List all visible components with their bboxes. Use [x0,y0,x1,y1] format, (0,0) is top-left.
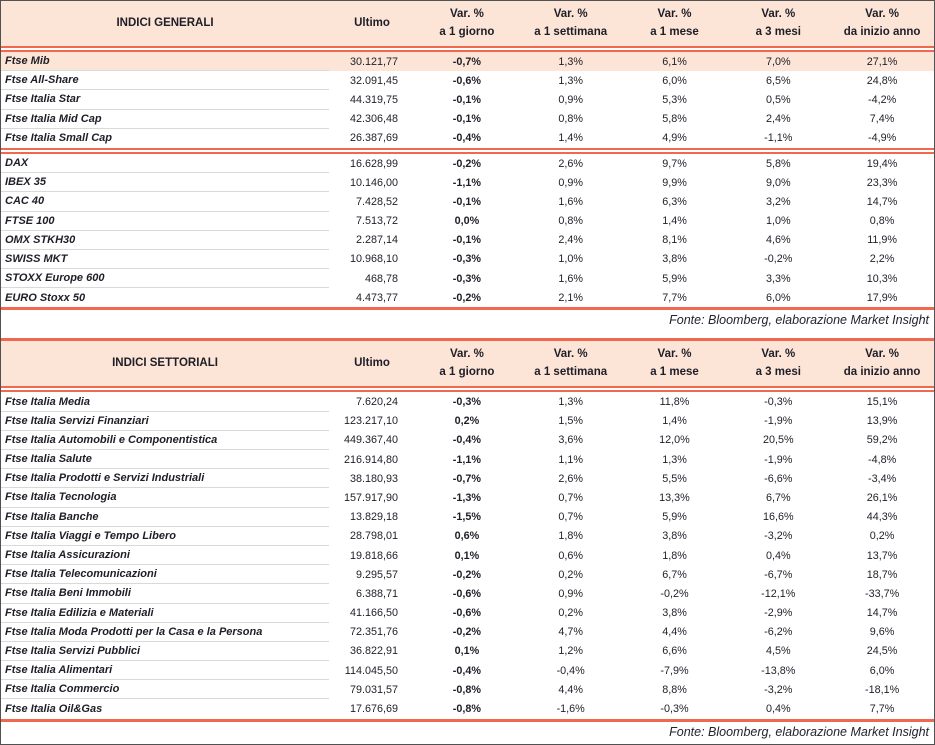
table-row [1,699,934,718]
var-pct-2: -0,3% [660,703,689,716]
source-note-indici-settoriali: Fonte: Bloomberg, elaborazione Market Insight [669,724,929,739]
var-pct-2: 9,9% [662,176,687,189]
var-pct-0: 0,2% [454,415,480,428]
index-name: IBEX 35 [1,173,329,192]
group-separator-rule [1,148,934,154]
var-pct-2: 5,3% [662,93,687,106]
column-header-line1: Var. % [553,348,588,361]
var-pct-2: 12,0% [659,434,690,447]
index-name: Ftse Italia Viaggi e Tempo Libero [1,527,329,546]
index-name: STOXX Europe 600 [1,269,329,288]
column-header-line2: a 1 mese [650,365,699,378]
column-header-var-3 [726,1,830,46]
var-pct-3: 16,6% [762,511,794,524]
var-pct-4: 10,3% [866,272,898,285]
var-pct-0: -0,8% [452,683,481,696]
var-pct-3: 6,0% [765,291,791,304]
index-name: Ftse Italia Mid Cap [1,110,329,129]
header-separator-rule [1,46,934,52]
table-row [1,604,934,623]
index-name: Ftse Italia Moda Prodotti per la Casa e la Persona [1,623,329,642]
var-pct-3: -0,3% [764,396,793,409]
var-pct-3: -12,1% [761,587,796,600]
column-header-line1: Var. % [761,7,796,20]
last-value: 36.822,91 [349,645,398,658]
var-pct-0: -0,6% [452,607,481,620]
var-pct-2: 6,1% [662,55,687,68]
table-row [1,90,934,109]
column-header-line2: a 3 mesi [755,25,801,38]
column-header-line1: Var. % [657,348,692,361]
var-pct-3: 3,3% [765,272,791,285]
var-pct-0: -0,1% [452,195,481,208]
var-pct-2: 5,9% [662,511,687,524]
var-pct-1: 0,2% [558,607,583,620]
last-value: 41.166,50 [349,607,398,620]
var-pct-0: -1,1% [452,176,481,189]
table-row [1,110,934,129]
var-pct-3: 0,4% [765,549,791,562]
var-pct-1: 0,6% [558,549,583,562]
var-pct-4: 0,8% [869,215,895,228]
table-row [1,412,934,431]
column-header-var-0 [415,341,519,386]
index-name: FTSE 100 [1,212,329,231]
var-pct-1: 1,6% [558,272,583,285]
var-pct-3: -3,2% [764,530,793,543]
var-pct-3: -6,2% [764,626,793,639]
var-pct-0: -0,3% [452,396,481,409]
var-pct-4: -18,1% [864,683,900,696]
var-pct-4: -33,7% [864,587,900,600]
var-pct-4: 24,8% [866,74,898,87]
index-name: Ftse Italia Commercio [1,680,329,699]
last-value: 30.121,77 [349,55,398,68]
index-name: Ftse Italia Beni Immobili [1,584,329,603]
var-pct-0: 0,1% [454,645,480,658]
table-row [1,642,934,661]
var-pct-3: 6,5% [765,74,791,87]
column-header-var-1 [519,341,623,386]
var-pct-3: 2,4% [765,113,791,126]
var-pct-2: 1,8% [662,549,687,562]
index-name: EURO Stoxx 50 [5,291,86,304]
column-header-var-1 [519,1,623,46]
var-pct-1: 3,6% [558,434,583,447]
var-pct-2: 4,4% [662,626,687,639]
var-pct-4: 24,5% [866,645,898,658]
var-pct-2: 1,4% [662,215,687,228]
column-header-var-2 [623,1,727,46]
var-pct-2: 13,3% [659,491,690,504]
index-name: OMX STKH30 [1,231,329,250]
var-pct-3: 1,0% [765,215,791,228]
var-pct-3: 4,5% [765,645,791,658]
var-pct-3: -0,2% [764,253,793,266]
column-header-line2: da inizio anno [843,365,921,378]
table-row [1,565,934,584]
var-pct-0: -0,3% [452,272,481,285]
var-pct-0: -0,6% [452,74,481,87]
var-pct-1: 1,8% [558,530,583,543]
var-pct-0: -0,8% [452,703,481,716]
var-pct-0: -0,1% [452,113,481,126]
var-pct-1: 4,7% [558,626,583,639]
last-value: 16.628,99 [349,157,398,170]
header-separator-rule [1,386,934,392]
index-name: Ftse Italia Prodotti e Servizi Industriali [1,469,329,488]
index-name: Ftse Italia Media [1,392,329,411]
var-pct-4: 14,7% [866,195,898,208]
var-pct-3: -6,7% [764,568,793,581]
table-row [1,52,934,71]
var-pct-3: -13,8% [761,664,796,677]
table-row [1,129,934,148]
var-pct-2: 8,1% [662,234,687,247]
table-indici-generali [1,1,934,310]
index-name: Ftse Italia Star [1,90,329,109]
last-value: 157.917,90 [343,491,398,504]
var-pct-4: 18,7% [866,568,898,581]
column-header-var-4 [830,1,934,46]
var-pct-4: 44,3% [866,511,898,524]
index-group [1,392,934,718]
index-name: Ftse Italia Servizi Pubblici [1,642,329,661]
var-pct-0: -0,2% [452,291,481,304]
table-header-row [1,341,934,386]
column-header-line1: Var. % [449,7,484,20]
table-row [1,269,934,288]
var-pct-1: 0,7% [558,491,583,504]
last-value: 32.091,45 [349,74,398,87]
var-pct-1: 1,3% [558,55,583,68]
var-pct-2: 3,8% [662,530,687,543]
var-pct-2: 6,7% [662,568,687,581]
var-pct-2: 6,0% [662,74,687,87]
var-pct-1: 2,6% [558,157,583,170]
last-value: 468,78 [364,272,398,285]
var-pct-4: 11,9% [867,234,897,247]
index-name: Ftse Italia Tecnologia [1,488,329,507]
var-pct-1: 1,6% [558,195,583,208]
column-header-line1: Var. % [865,348,900,361]
last-value: 2.287,14 [355,234,398,247]
var-pct-2: 6,6% [662,645,687,658]
last-value: 44.319,75 [349,93,398,106]
var-pct-2: 1,4% [662,415,687,428]
var-pct-1: 1,4% [558,132,583,145]
column-header-line1: Var. % [865,7,900,20]
last-value: 42.306,48 [349,113,398,126]
index-name: CAC 40 [1,192,329,211]
var-pct-1: 1,3% [558,396,583,409]
var-pct-2: 7,7% [662,291,687,304]
var-pct-2: 5,8% [662,113,687,126]
table-title: INDICI GENERALI [116,16,214,29]
index-name: Ftse Italia Telecomunicazioni [1,565,329,584]
table-row [1,508,934,527]
var-pct-1: 1,5% [558,415,583,428]
var-pct-3: 9,0% [765,176,791,189]
column-header-var-3 [726,341,830,386]
column-header-ultimo: Ultimo [354,16,390,29]
var-pct-1: 0,8% [558,215,583,228]
var-pct-3: 0,4% [765,703,791,716]
column-header-line1: Var. % [657,7,692,20]
last-value: 10.146,00 [349,176,398,189]
index-name: Ftse Italia Assicurazioni [1,546,329,565]
var-pct-3: -1,1% [764,132,793,145]
section-spacer [1,330,934,338]
var-pct-1: 2,6% [558,472,583,485]
last-value: 7.620,24 [355,396,398,409]
var-pct-0: -1,5% [452,511,481,524]
var-pct-0: -0,2% [452,157,481,170]
last-value: 7.428,52 [355,195,398,208]
table-row [1,212,934,231]
column-header-line2: a 1 settimana [534,365,608,378]
var-pct-1: 2,1% [558,291,583,304]
column-header-line2: da inizio anno [843,25,921,38]
var-pct-0: -0,7% [452,472,481,485]
var-pct-4: 14,7% [866,607,898,620]
var-pct-3: 3,2% [765,195,791,208]
table-row [1,288,934,307]
column-header-line2: a 1 giorno [439,25,495,38]
index-name: Ftse Mib [1,52,329,71]
var-pct-0: 0,6% [454,530,480,543]
var-pct-4: 19,4% [866,157,898,170]
table-row [1,231,934,250]
index-name: Ftse Italia Servizi Finanziari [1,412,329,431]
var-pct-0: -0,4% [452,132,481,145]
var-pct-3: 0,5% [765,93,791,106]
table-indici-settoriali [1,338,934,721]
column-header-ultimo: Ultimo [354,357,390,370]
table-row [1,661,934,680]
var-pct-1: 0,7% [558,511,583,524]
var-pct-1: 2,4% [558,234,583,247]
table-row [1,623,934,642]
var-pct-3: -2,9% [764,607,793,620]
var-pct-4: 0,2% [869,530,895,543]
table-row [1,546,934,565]
last-value: 7.513,72 [355,215,398,228]
var-pct-1: 1,3% [558,74,583,87]
last-value: 13.829,18 [349,511,398,524]
var-pct-0: -1,3% [452,491,481,504]
var-pct-2: -7,9% [660,664,689,677]
var-pct-4: -4,9% [867,132,897,145]
column-header-line1: Var. % [449,348,484,361]
var-pct-4: 7,4% [869,113,895,126]
column-header-line2: a 1 mese [650,25,699,38]
var-pct-1: 1,2% [558,645,583,658]
var-pct-2: 3,8% [662,607,687,620]
var-pct-0: -0,2% [452,568,481,581]
var-pct-1: 1,0% [558,253,583,266]
column-header-line2: a 1 settimana [534,25,608,38]
last-value: 19.818,66 [349,549,398,562]
var-pct-4: 6,0% [869,664,895,677]
index-name: Ftse Italia Salute [1,450,329,469]
last-value: 4.473,77 [355,291,398,304]
column-header-line2: a 1 giorno [439,365,495,378]
var-pct-4: 26,1% [866,491,898,504]
var-pct-4: 15,1% [866,396,898,409]
index-name: Ftse Italia Small Cap [5,132,112,145]
var-pct-0: -0,4% [452,434,481,447]
table-row [1,488,934,507]
table-row [1,392,934,411]
var-pct-2: 6,3% [662,195,687,208]
var-pct-0: -0,6% [452,587,481,600]
var-pct-3: 5,8% [765,157,791,170]
var-pct-4: 7,7% [869,703,895,716]
var-pct-0: 0,1% [454,549,480,562]
last-value: 216.914,80 [343,453,398,466]
index-group [1,52,934,148]
last-value: 449.367,40 [343,434,398,447]
index-name: Ftse Italia Banche [1,508,329,527]
var-pct-3: 20,5% [762,434,794,447]
index-name: DAX [1,154,329,173]
var-pct-4: -4,2% [867,93,897,106]
last-value: 114.045,50 [344,664,398,677]
var-pct-1: -0,4% [556,664,585,677]
var-pct-3: -3,2% [764,683,793,696]
var-pct-4: -4,8% [867,453,897,466]
var-pct-3: 6,7% [765,491,791,504]
var-pct-0: -0,3% [452,253,481,266]
var-pct-2: 9,7% [662,157,687,170]
var-pct-4: 17,9% [866,291,898,304]
last-value: 72.351,76 [349,626,398,639]
index-name: Ftse Italia Edilizia e Materiali [1,604,329,623]
var-pct-1: 4,4% [558,683,583,696]
table-row [1,173,934,192]
var-pct-2: -0,2% [660,587,689,600]
last-value: 28.798,01 [349,530,398,543]
var-pct-1: 0,9% [558,176,583,189]
table-row [1,527,934,546]
var-pct-2: 5,5% [662,472,687,485]
var-pct-4: 59,2% [866,434,898,447]
last-value: 9.295,57 [355,568,398,581]
column-header-var-4 [830,341,934,386]
var-pct-4: 13,7% [866,549,898,562]
var-pct-3: 7,0% [765,55,791,68]
var-pct-2: 3,8% [662,253,687,266]
table-title: INDICI SETTORIALI [112,357,218,370]
column-header-line1: Var. % [761,348,796,361]
table-row [1,192,934,211]
source-note-indici-generali: Fonte: Bloomberg, elaborazione Market Insight [669,313,929,328]
index-name: Ftse Italia Alimentari [1,661,329,680]
last-value: 123.217,10 [343,415,398,428]
var-pct-3: -1,9% [764,453,793,466]
index-name: Ftse Italia Oil&Gas [5,703,103,716]
var-pct-2: 11,8% [659,396,690,409]
var-pct-2: 4,9% [662,132,687,145]
column-header-var-0 [415,1,519,46]
var-pct-1: 0,2% [558,568,583,581]
last-value: 6.388,71 [355,587,398,600]
table-row [1,450,934,469]
index-group [1,154,934,308]
index-name: Ftse Italia Automobili e Componentistica [1,431,329,450]
table-row [1,584,934,603]
table-row [1,431,934,450]
var-pct-4: 27,1% [866,55,898,68]
var-pct-4: 9,6% [869,626,895,639]
var-pct-2: 8,8% [662,683,687,696]
last-value: 79.031,57 [349,683,398,696]
table-row [1,154,934,173]
last-value: 26.387,69 [349,132,398,145]
var-pct-0: -0,4% [452,664,481,677]
var-pct-3: -6,6% [764,472,793,485]
var-pct-4: 23,3% [866,176,898,189]
var-pct-1: 0,9% [558,587,583,600]
var-pct-0: -1,1% [452,453,481,466]
var-pct-4: -3,4% [867,472,897,485]
var-pct-0: -0,1% [452,93,481,106]
var-pct-1: 0,9% [558,93,583,106]
var-pct-4: 13,9% [866,415,898,428]
var-pct-0: -0,7% [452,55,481,68]
column-header-line2: a 3 mesi [755,365,801,378]
table-header-row [1,1,934,46]
table-row [1,680,934,699]
table-row [1,71,934,90]
column-header-line1: Var. % [553,7,588,20]
var-pct-4: 2,2% [869,253,895,266]
var-pct-3: 4,6% [765,234,791,247]
last-value: 17.676,69 [349,703,398,716]
var-pct-0: 0,0% [454,215,480,228]
var-pct-1: 1,1% [558,453,583,466]
last-value: 10.968,10 [349,253,398,266]
var-pct-1: 0,8% [558,113,583,126]
table-row [1,469,934,488]
index-name: SWISS MKT [1,250,329,269]
table-row [1,250,934,269]
var-pct-1: -1,6% [556,703,585,716]
var-pct-0: -0,2% [452,626,481,639]
column-header-var-2 [623,341,727,386]
var-pct-0: -0,1% [452,234,481,247]
index-name: Ftse All-Share [1,71,329,90]
var-pct-3: -1,9% [764,415,793,428]
var-pct-2: 5,9% [662,272,687,285]
last-value: 38.180,93 [349,472,398,485]
var-pct-2: 1,3% [662,453,687,466]
